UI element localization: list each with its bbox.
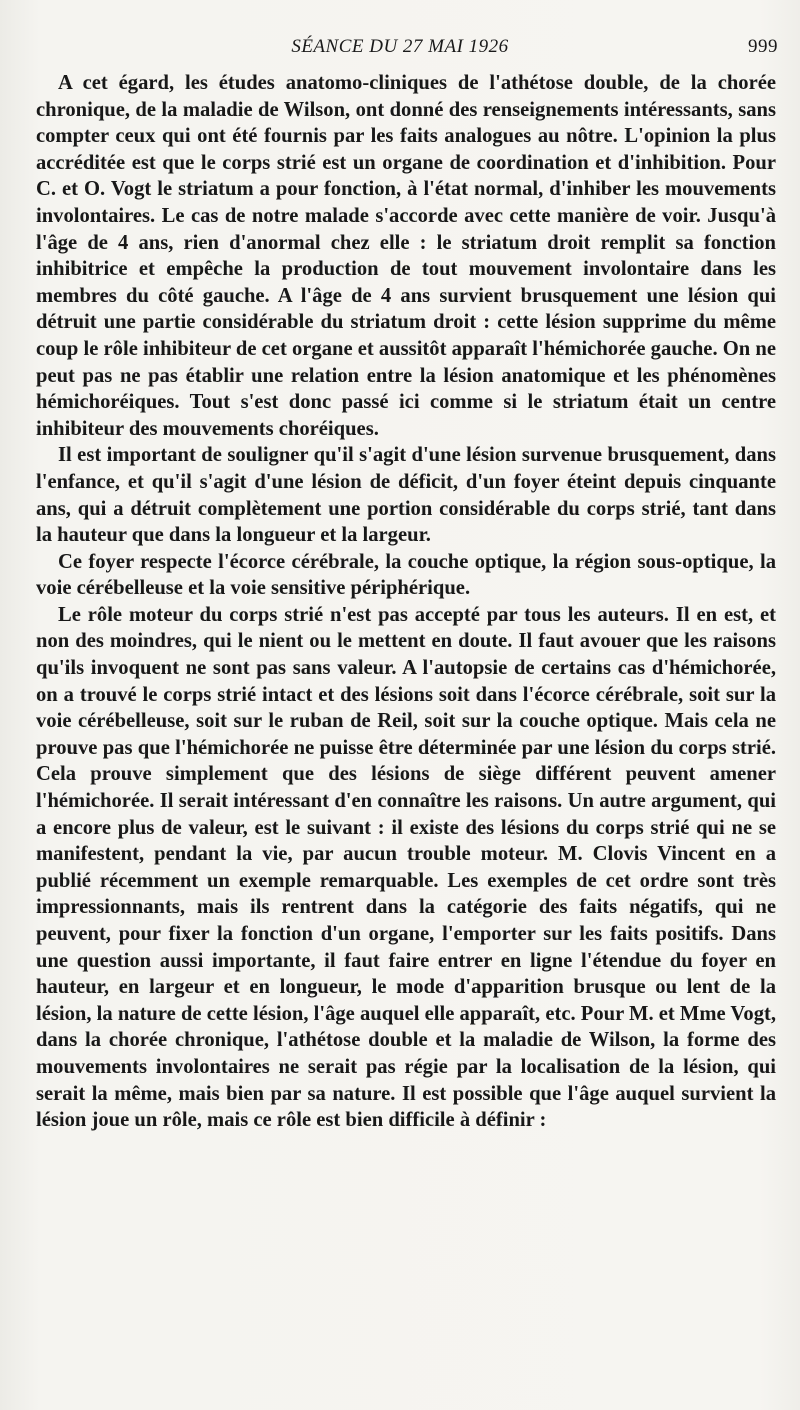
paragraph-1: A cet égard, les études anatomo-cliniques de l'athétose double, de la chorée chronique, de la maladie de Wilson, ont donné des renseignements intéressants, sans compter ceux qui ont été fournis par les faits analogues au nôtre. L'opinion la plus accréditée est que le corps strié est un organe de coordination et d'inhibition. Pour C. et O. Vogt le striatum a pour fonction, à l'état normal, d'inhiber les mouvements involontaires. Le cas de notre malade s'accorde avec cette manière de voir. Jusqu'à l'âge de 4 ans, rien d'anormal chez elle : le striatum droit remplit sa fonction inhibitrice et empêche la production de tout mouvement involontaire dans les membres du côté gauche. A l'âge de 4 ans survient brusquement une lésion qui détruit une partie considérable du striatum droit : cette lésion supprime du même coup le rôle inhibiteur de cet organe et aussitôt apparaît l'hémichorée gauche. On ne peut pas ne pas établir une relation entre la lésion anatomique et les phénomènes hémichoréiques. Tout s'est donc passé ici comme si le striatum était un centre inhibiteur des mouvements choréiques.	[36, 72, 776, 440]
running-title: SÉANCE DU 27 MAI 1926	[291, 36, 509, 57]
paragraph-4: Le rôle moteur du corps strié n'est pas accepté par tous les auteurs. Il en est, et non des moindres, qui le nient ou le mettent en doute. Il faut avouer que les raisons qu'ils invoquent ne sont pas sans valeur. A l'autopsie de certains cas d'hémichorée, on a trouvé le corps strié intact et des lésions soit dans l'écorce cérébrale, soit sur la voie cérébelleuse, soit sur le ruban de Reil, soit sur la couche optique. Mais cela ne prouve pas que l'hémichorée ne puisse être déterminée par une lésion du corps strié. Cela prouve simplement que des lésions de siège différent peuvent amener l'hémichorée. Il serait intéressant d'en connaître les raisons. Un autre argument, qui a encore plus de valeur, est le suivant : il existe des lésions du corps strié qui ne se manifestent, pendant la vie, par aucun trouble moteur. M. Clovis Vincent en a publié récemment un exemple remarquable. Les exemples de cet ordre sont très impressionnants, mais ils rentrent dans la catégorie des faits négatifs, qui ne peuvent, pour fixer la fonction d'un organe, l'emporter sur les faits positifs. Dans une question aussi importante, il faut faire entrer en ligne l'étendue du foyer en hauteur, en largeur et en longueur, le mode d'apparition brusque ou lent de la lésion, la nature de cette lésion, l'âge auquel elle apparaît, etc. Pour M. et Mme Vogt, dans la chorée chronique, l'athétose double et la maladie de Wilson, la forme des mouvements involontaires ne serait pas régie par la localisation de la lésion, qui serait la même, mais bien par sa nature. Il est possible que l'âge auquel survient la lésion joue un rôle, mais ce rôle est bien difficile à définir :	[36, 603, 776, 1132]
page-number: 999	[748, 36, 778, 57]
running-header	[0, 36, 800, 60]
paragraph-2: Il est important de souligner qu'il s'agit d'une lésion survenue brusquement, dans l'enfance, et qu'il s'agit d'une lésion de déficit, d'un foyer éteint depuis cinquante ans, qui a détruit complètement une portion considérable du corps strié, tant dans la hauteur que dans la longueur et la largeur.	[36, 444, 776, 547]
paragraph-3: Ce foyer respecte l'écorce cérébrale, la couche optique, la région sous-optique, la voie cérébelleuse et la voie sensitive périphérique.	[36, 550, 776, 600]
article-body	[36, 70, 776, 1134]
